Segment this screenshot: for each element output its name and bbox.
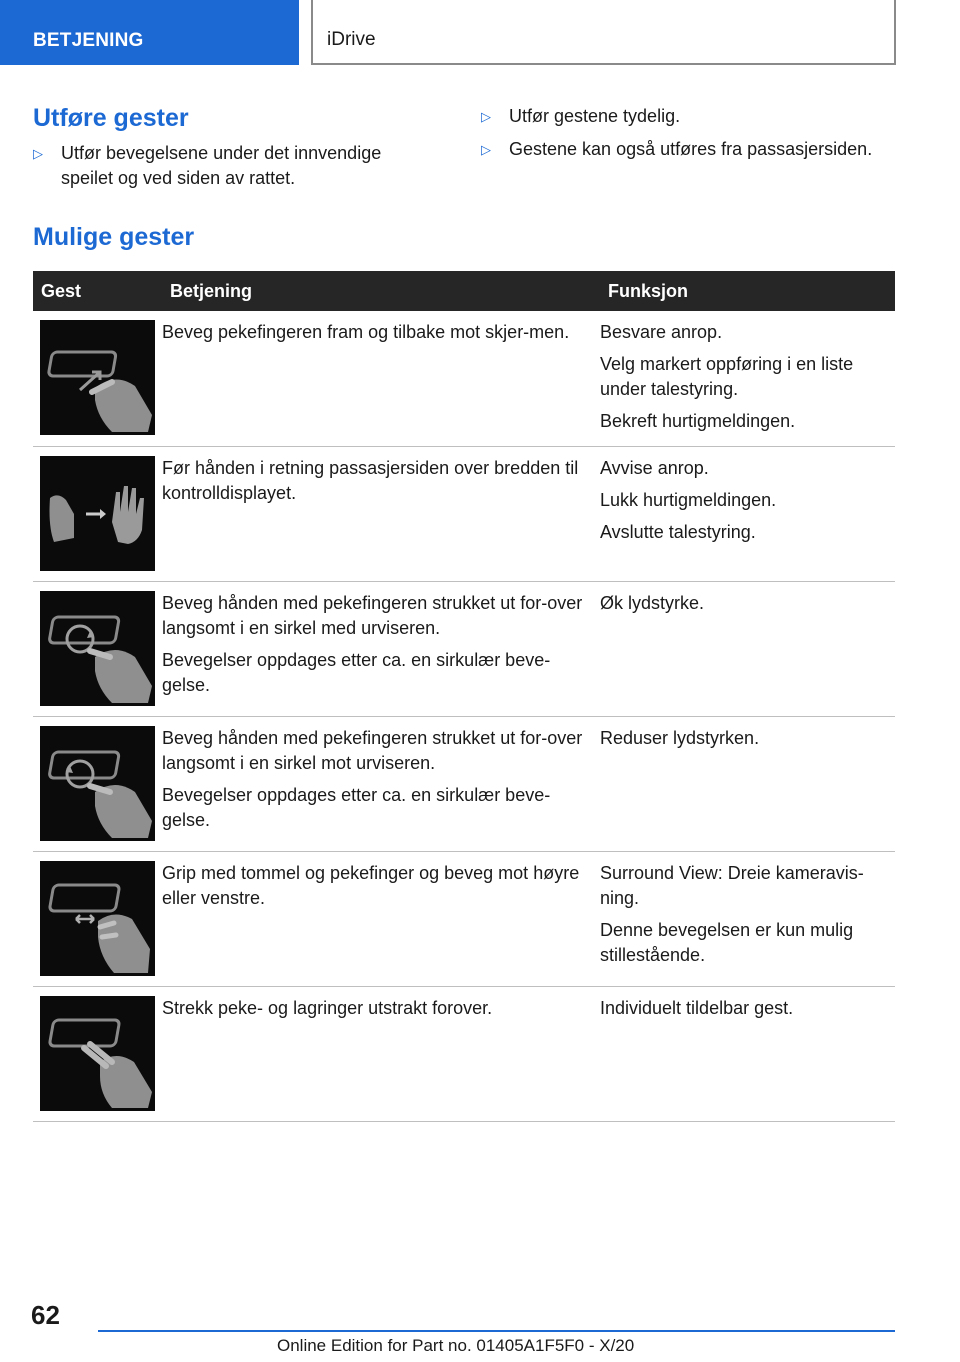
funksjon-text: Velg markert oppføring i en liste under talestyring. (600, 354, 854, 399)
footer-divider (98, 1330, 895, 1332)
funksjon-text: Denne bevegelsen er kun mulig stillestående. (600, 919, 854, 965)
betjening-text: Bevegelser oppdages etter ca. en sirkulær beve-gelse. (162, 784, 551, 830)
funksjon-cell (600, 581, 895, 716)
bullet-item (481, 137, 901, 162)
bullet-text: Utfør bevegelsene under det innvendige speilet og ved siden av rattet. (61, 143, 382, 188)
pinch-rotate-gesture-icon (40, 861, 155, 976)
funksjon-cell (600, 446, 895, 581)
column-header-betjening: Betjening (162, 271, 600, 311)
bullet-item (33, 141, 413, 191)
betjening-text: Bevegelser oppdages etter ca. en sirkulær beve-gelse. (162, 649, 551, 695)
point-forward-back-gesture-icon (40, 320, 155, 435)
funksjon-text: Øk lydstyrke. (600, 592, 705, 613)
edition-footer: Online Edition for Part no. 01405A1F5F0 - X/20 (277, 1336, 635, 1355)
betjening-cell (162, 716, 600, 851)
chapter-title: iDrive (327, 29, 376, 50)
funksjon-cell (600, 986, 895, 1121)
circle-clockwise-gesture-icon (40, 591, 155, 706)
betjening-cell (162, 986, 600, 1121)
two-finger-extend-gesture-icon (40, 996, 155, 1111)
gesture-table (33, 271, 895, 1122)
betjening-text: Grip med tommel og pekefinger og beveg mot høyre eller venstre. (162, 862, 580, 908)
gesture-cell (33, 581, 162, 716)
table-row (33, 986, 895, 1121)
triangle-bullet-icon: ▷ (481, 109, 491, 124)
section-tab (0, 0, 299, 65)
page-number: 62 (31, 1300, 60, 1330)
bullet-item (481, 104, 901, 129)
funksjon-text: Individuelt tildelbar gest. (600, 997, 794, 1018)
column-header-funksjon: Funksjon (600, 271, 895, 311)
column-header-gest: Gest (33, 271, 162, 311)
betjening-text: Beveg hånden med pekefingeren strukket ut for-over langsomt i en sirkel med urviseren. (162, 592, 583, 638)
table-row (33, 851, 895, 986)
funksjon-text: Surround View: Dreie kameravis-ning. (600, 862, 864, 908)
funksjon-text: Lukk hurtigmeldingen. (600, 489, 777, 510)
funksjon-text: Avvise anrop. (600, 457, 709, 478)
gesture-cell (33, 986, 162, 1121)
swipe-hand-gesture-icon (40, 456, 155, 571)
betjening-text: Før hånden i retning passasjersiden over bredden til kontrolldisplayet. (162, 457, 579, 503)
betjening-cell (162, 446, 600, 581)
betjening-cell (162, 851, 600, 986)
funksjon-cell (600, 716, 895, 851)
funksjon-cell (600, 851, 895, 986)
bullet-text: Gestene kan også utføres fra passasjersiden. (509, 139, 873, 159)
gesture-cell (33, 851, 162, 986)
circle-counterclockwise-gesture-icon (40, 726, 155, 841)
table-row (33, 446, 895, 581)
heading-mulige-gester: Mulige gester (33, 223, 195, 251)
betjening-text: Beveg pekefingeren fram og tilbake mot skjer-men. (162, 322, 570, 342)
funksjon-text: Reduser lydstyrken. (600, 727, 760, 748)
table-header-row (33, 271, 895, 311)
funksjon-cell (600, 311, 895, 446)
funksjon-text: Avslutte talestyring. (600, 521, 756, 542)
gesture-cell (33, 446, 162, 581)
table-row (33, 716, 895, 851)
table-row (33, 581, 895, 716)
triangle-bullet-icon: ▷ (481, 142, 491, 157)
section-label: BETJENING (33, 30, 144, 51)
funksjon-text: Besvare anrop. (600, 322, 723, 342)
heading-utfore-gester: Utføre gester (33, 104, 189, 132)
triangle-bullet-icon: ▷ (33, 146, 43, 161)
betjening-cell (162, 581, 600, 716)
funksjon-text: Bekreft hurtigmeldingen. (600, 411, 796, 431)
table-row (33, 311, 895, 446)
betjening-text: Strekk peke- og lagringer utstrakt forover. (162, 997, 493, 1018)
gesture-cell (33, 311, 162, 446)
chapter-header (311, 0, 896, 65)
bullet-text: Utfør gestene tydelig. (509, 106, 681, 126)
betjening-text: Beveg hånden med pekefingeren strukket ut for-over langsomt i en sirkel mot urviseren. (162, 727, 583, 773)
gesture-cell (33, 716, 162, 851)
betjening-cell (162, 311, 600, 446)
